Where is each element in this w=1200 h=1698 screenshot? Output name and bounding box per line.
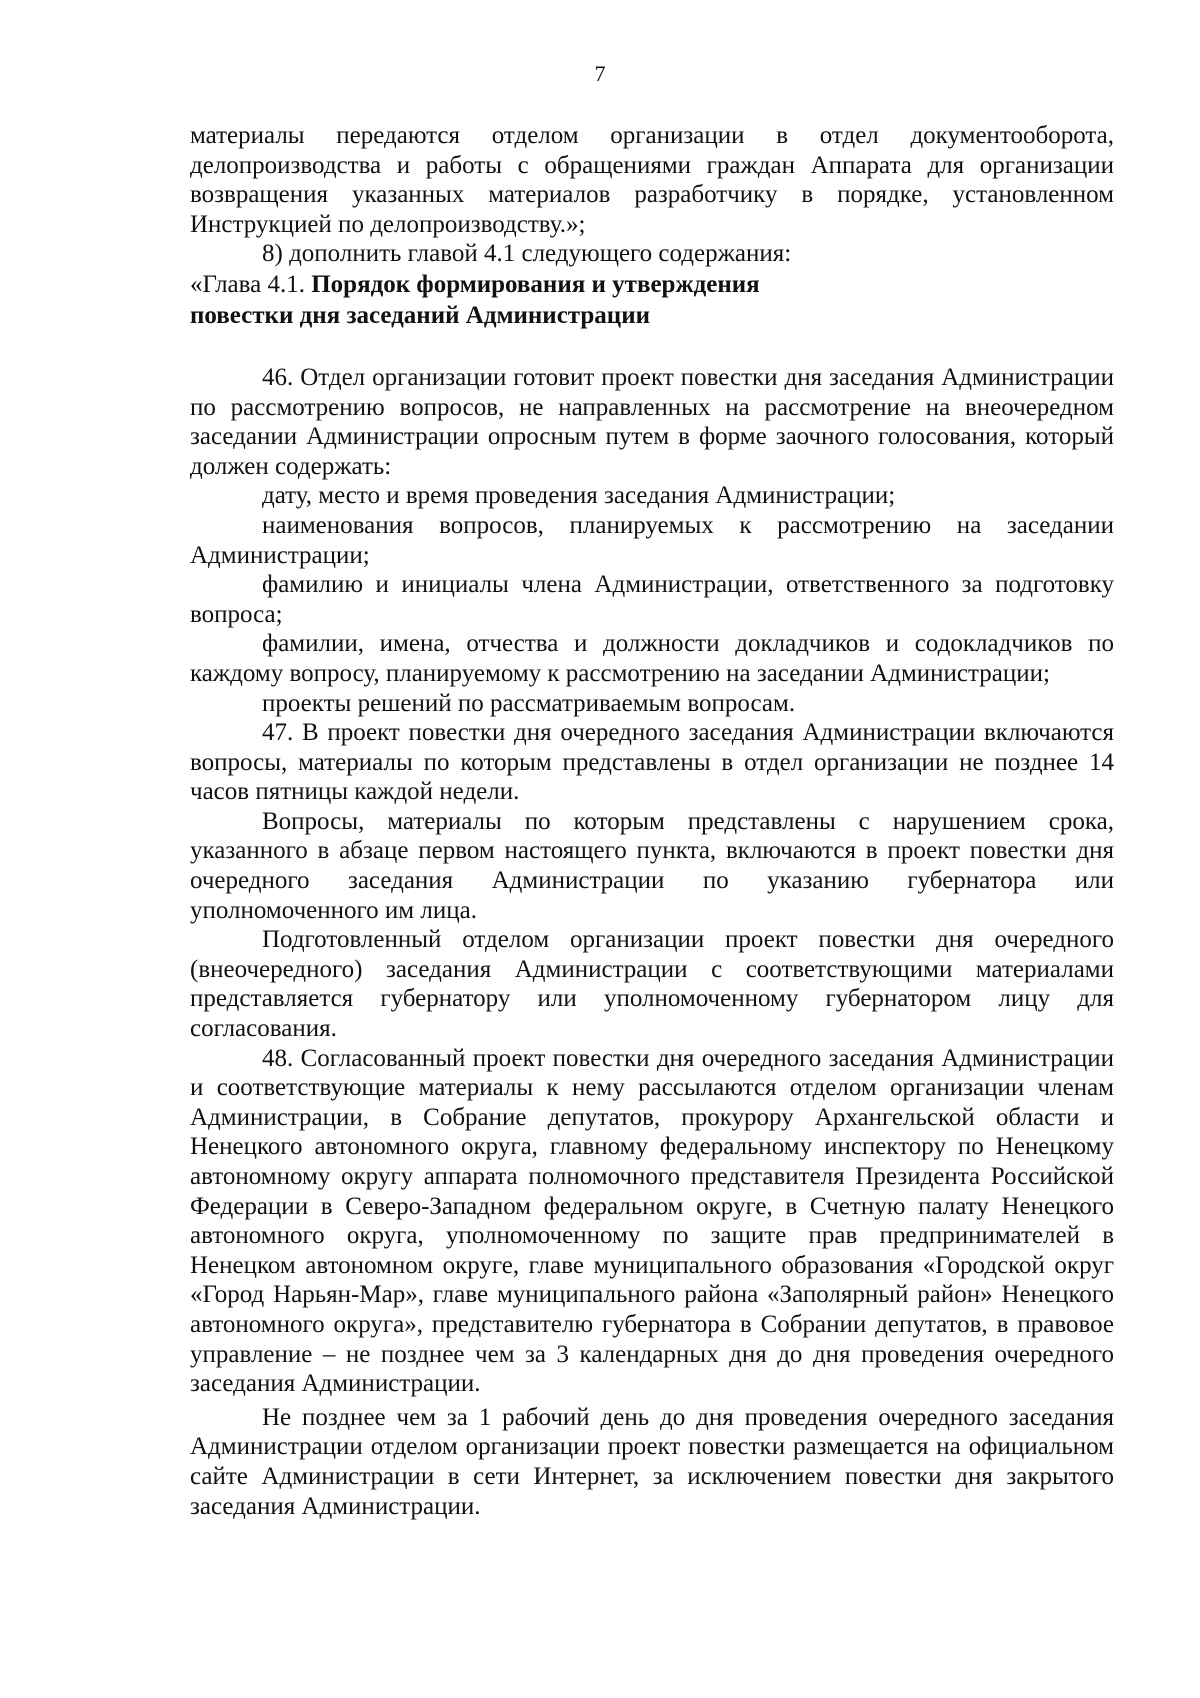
chapter-heading-title-line2: повестки дня заседаний Администрации [190, 301, 651, 329]
document-body [190, 121, 1114, 1521]
paragraph-46: 46. Отдел организации готовит проект повестки дня заседания Администрации по рассмотрению вопросов, не направленных на рассмотрение на внеочередном заседании Администрации опросным путем в форме заочного голосования, который должен содержать: [190, 363, 1114, 480]
paragraph-48-website: Не позднее чем за 1 рабочий день до дня проведения очередного заседания Администрации отделом организации проект повестки размещается на официальном сайте Администрации в сети Интернет, за исключением повестки дня закрытого заседания Администрации. [190, 1403, 1114, 1520]
paragraph-47-violation: Вопросы, материалы по которым представлены с нарушением срока, указанного в абзаце первом настоящего пункта, включаются в проект повестки дня очередного заседания Администрации по указанию губернатора или уполномоченного им лица. [190, 807, 1114, 924]
paragraph-47-approval: Подготовленный отделом организации проект повестки дня очередного (внеочередного) заседания Администрации с соответствующими материалами представляется губернатору или уполномоченному губернатором лицу для согласования. [190, 926, 1114, 1043]
list-item-questions: наименования вопросов, планируемых к рассмотрению на заседании Администрации; [190, 511, 1114, 569]
chapter-heading-title-line1: Порядок формирования и утверждения [311, 270, 760, 298]
list-item-member: фамилию и инициалы члена Администрации, ответственного за подготовку вопроса; [190, 571, 1114, 628]
list-item-date: дату, место и время проведения заседания Администрации; [262, 482, 896, 510]
paragraph-amendment-8: 8) дополнить главой 4.1 следующего содержания: [262, 240, 792, 268]
paragraph-47: 47. В проект повестки дня очередного заседания Администрации включаются вопросы, материалы по которым представлены в отдел организации не позднее 14 часов пятницы каждой недели. [190, 719, 1114, 806]
chapter-heading-prefix: «Глава 4.1. [190, 270, 312, 298]
paragraph-48: 48. Согласованный проект повестки дня очередного заседания Администрации и соответствующие материалы к нему рассылаются отделом организации членам Администрации, в Собрание депутатов, прокурору Архангельской области и Ненецкого автономного округа, главному федеральному инспектору по Ненецкому автономному округу аппарата полномочного представителя Президента Российской Федерации в Северо-Западном федеральном округе, в Счетную палату Ненецкого автономного округа, уполномоченному по защите прав предпринимателей в Ненецком автономном округе, главе муниципального образования «Городской округ «Город Нарьян-Мар», главе муниципального района «Заполярный район» Ненецкого автономного округа», представителю губернатора в Собрании депутатов, в правовое управление – не позднее чем за 3 календарных дня до дня проведения очередного заседания Администрации. [190, 1044, 1114, 1398]
heading-spacer [190, 331, 1114, 363]
paragraph-continuation: материалы передаются отделом организации в отдел документооборота, делопроизводства и работы с обращениями граждан Аппарата для организации возвращения указанных материалов разработчику в порядке, установленном Инструкцией по делопроизводству.»; [190, 122, 1114, 238]
list-item-drafts: проекты решений по рассматриваемым вопросам. [262, 689, 796, 717]
page-number: 7 [594, 61, 606, 86]
list-item-speakers: фамилии, имена, отчества и должности докладчиков и содокладчиков по каждому вопросу, планируемому к рассмотрению на заседании Администрации; [190, 630, 1114, 687]
chapter-heading [190, 269, 1114, 331]
